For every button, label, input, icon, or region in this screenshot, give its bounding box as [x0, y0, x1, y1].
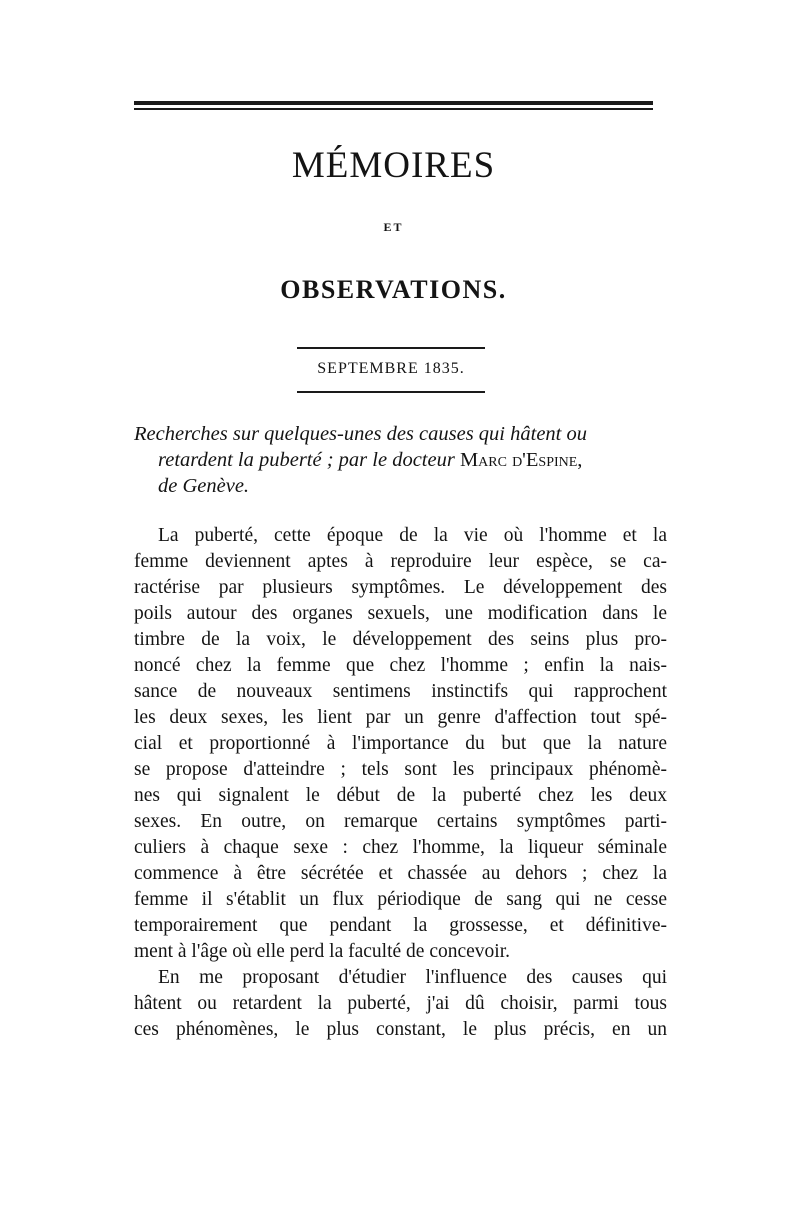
body-line: timbre de la voix, le développement des seins plus pro-: [134, 629, 667, 650]
body-line: commence à être sécrétée et chassée au dehors ; chez la: [134, 863, 667, 884]
date-rule-bottom: [297, 391, 485, 393]
body-line: femme il s'établit un flux périodique de sang qui ne cesse: [134, 889, 667, 910]
body-line: noncé chez la femme que chez l'homme ; enfin la nais-: [134, 655, 667, 676]
article-heading: [134, 421, 667, 499]
date-rule-top: [297, 347, 485, 349]
body-line: sance de nouveaux sentimens instinctifs qui rapprochent: [134, 681, 667, 702]
issue-date-block: [297, 347, 485, 395]
body-line: nes qui signalent le début de la puberté chez les deux: [134, 785, 667, 806]
body-line: temporairement que pendant la grossesse, et définitive-: [134, 915, 667, 936]
page-title: MÉMOIRES: [291, 145, 496, 186]
body-line: cial et proportionné à l'importance du but que la nature: [134, 733, 667, 754]
body-line: se propose d'atteindre ; tels sont les principaux phénomè-: [134, 759, 667, 780]
article-author: Marc d'Espine,: [459, 449, 583, 471]
body-line: En me proposant d'étudier l'influence des causes qui: [158, 967, 667, 988]
body-line: culiers à chaque sexe : chez l'homme, la liqueur séminale: [134, 837, 667, 858]
issue-date: SEPTEMBRE 1835.: [317, 360, 465, 377]
article-heading-line-3: de Genève.: [158, 475, 250, 497]
body-line: ment à l'âge où elle perd la faculté de concevoir.: [134, 941, 511, 962]
body-line: La puberté, cette époque de la vie où l'homme et la: [158, 525, 667, 546]
top-rule-thin: [134, 108, 653, 110]
body-line: ractérise par plusieurs symptômes. Le développement des: [134, 577, 667, 598]
article-body: [134, 523, 667, 1043]
body-line: hâtent ou retardent la puberté, j'ai dû choisir, parmi tous: [134, 993, 667, 1014]
body-line: poils autour des organes sexuels, une modification dans le: [134, 603, 667, 624]
title-conjunction: ET: [383, 220, 404, 234]
article-heading-line-1: Recherches sur quelques-unes des causes qui hâtent ou: [134, 423, 587, 445]
top-double-rule: [134, 101, 653, 111]
body-line: femme deviennent aptes à reproduire leur espèce, se ca-: [134, 551, 667, 572]
body-line: les deux sexes, les lient par un genre d'affection tout spé-: [134, 707, 667, 728]
body-line: sexes. En outre, on remarque certains symptômes parti-: [134, 811, 667, 832]
top-rule-thick: [134, 101, 653, 105]
body-line: ces phénomènes, le plus constant, le plus précis, en un: [134, 1019, 667, 1040]
article-heading-line-2-text: retardent la puberté ; par le docteur: [158, 449, 460, 471]
page-subtitle: OBSERVATIONS.: [280, 275, 507, 304]
article-heading-line-2: [134, 447, 667, 473]
